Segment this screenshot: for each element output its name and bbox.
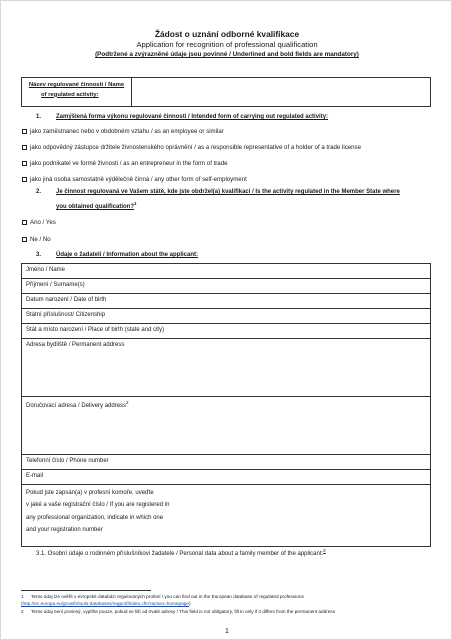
mandatory-note: (Podtržené a zvýrazněné údaje jsou povinné / Underlined and bold fields are mandatory) xyxy=(95,51,359,58)
footnote-1-link[interactable]: (http://ec.europa.eu/growth/tools-databases/regprof/index.cfm?action=homepage xyxy=(21,600,189,606)
form-title: Žádost o uznání odborné kvalifikace xyxy=(154,29,300,39)
first-name-field[interactable] xyxy=(22,264,430,279)
professional-registration-line4: and your registration number xyxy=(26,526,103,533)
option-no[interactable] xyxy=(22,236,51,243)
checkbox-yes[interactable] xyxy=(22,220,27,225)
question-1-text: Zamýšlená forma výkonu regulované činnosti / Intended form of carrying out regulated activity: xyxy=(56,114,329,120)
email-label: E-mail xyxy=(26,473,44,479)
question-2-footnote-ref: 1 xyxy=(134,201,137,206)
form-subtitle: Application for recognition of professional qualification xyxy=(136,40,318,49)
phone-label: Telefonní číslo / Phone number xyxy=(26,458,109,464)
date-of-birth-label: Datum narození / Date of birth xyxy=(26,297,107,303)
regulated-activity-label-line1: Název regulované činnosti / Name xyxy=(28,82,125,88)
question-2-text-line2: you obtained qualification? xyxy=(56,204,134,210)
phone-field[interactable] xyxy=(22,455,430,470)
professional-registration-field[interactable] xyxy=(22,485,430,547)
footnote-2 xyxy=(21,609,433,616)
footnote-1-text: Tento údaj lze ověřit v evropské databázi regulovaných profesí / you can find out in the European database of regulated professions xyxy=(31,594,304,599)
citizenship-label: Státní příslušnost/ Citizenship xyxy=(26,312,106,318)
question-2-line2 xyxy=(56,201,137,210)
question-3-1-text: 3.1. Osobní údaje o rodinném příslušníkovi žadatele / Personal data about a family member of the applicant: xyxy=(36,551,324,557)
regulated-activity-label-line2: of regulated activity: xyxy=(41,91,99,98)
question-3-text: Údaje o žadateli / Information about the applicant: xyxy=(56,252,199,258)
option-no-label: Ne / No xyxy=(30,236,51,243)
regulated-activity-table xyxy=(21,77,431,107)
question-3 xyxy=(36,252,198,258)
place-of-birth-label: Stát a místo narození / Place of birth (state and city) xyxy=(26,327,165,333)
checkbox-no[interactable] xyxy=(22,237,27,242)
regulated-activity-field[interactable] xyxy=(132,78,430,106)
question-3-1-footnote-ref: 3 xyxy=(323,548,326,553)
citizenship-field[interactable] xyxy=(22,309,430,324)
footnote-1 xyxy=(21,594,433,608)
option-yes-label: Ano / Yes xyxy=(30,219,56,226)
footnote-1-end: ) xyxy=(188,600,191,606)
surname-field[interactable] xyxy=(22,279,430,294)
option-yes[interactable] xyxy=(22,219,56,226)
checkbox-responsible-representative[interactable] xyxy=(22,145,27,150)
option-employee-label: jako zaměstnanec nebo v obdobném vztahu / as an employee or similar xyxy=(30,128,224,135)
option-self-employment-label: jako jiná osoba samostatně výdělečně činná / any other form of self-employment xyxy=(30,176,247,183)
delivery-address-field[interactable] xyxy=(22,397,430,455)
permanent-address-label: Adresa bydliště / Permanent address xyxy=(26,342,125,348)
question-2-number: 2. xyxy=(36,189,42,195)
question-2 xyxy=(36,189,400,195)
footnote-2-text: Tento údaj není povinný, vyplňte pouze, pokud se liší od trvalé adresy / This field is not obligatory, fill in only if it differs from the permanent address xyxy=(31,609,336,614)
footnote-1-mark: 1 xyxy=(21,594,24,599)
professional-registration-line3: any professional organization, indicate in which one xyxy=(26,514,164,521)
option-self-employment[interactable] xyxy=(22,176,247,183)
question-2-text-line1: Je činnost regulovaná ve Vašem státě, kde jste obdržel(a) kvalifikaci / Is the activity regulated in the Member State where xyxy=(56,189,400,195)
checkbox-employee[interactable] xyxy=(22,129,27,134)
applicant-table xyxy=(21,263,431,547)
surname-label: Příjmení / Surname(s) xyxy=(26,282,85,288)
checkbox-self-employment[interactable] xyxy=(22,177,27,182)
email-field[interactable] xyxy=(22,470,430,485)
footnote-2-mark: 2 xyxy=(21,609,24,614)
first-name-label: Jméno / Name xyxy=(26,267,66,273)
date-of-birth-field[interactable] xyxy=(22,294,430,309)
option-entrepreneur[interactable] xyxy=(22,160,227,167)
professional-registration-line2: v jaké a vaše registrační číslo / If you are registered in xyxy=(26,502,170,509)
regulated-activity-label xyxy=(22,78,132,106)
footnote-divider xyxy=(21,590,151,591)
option-entrepreneur-label: jako podnikatel ve formě živnosti / as an entrepreneur in the form of trade xyxy=(30,160,228,167)
page-number: 1 xyxy=(225,628,229,635)
professional-registration-line1: Pokud jste zapsán(a) v profesní komoře, uveďte xyxy=(26,490,154,496)
question-1 xyxy=(36,114,328,120)
question-3-1 xyxy=(36,548,326,557)
option-employee[interactable] xyxy=(22,128,224,135)
option-responsible-representative-label: jako odpovědný zástupce držitele živnostenského oprávnění / as a responsible representative of a holder of a trade license xyxy=(30,144,361,151)
delivery-address-label: Doručovací adresa / Delivery address xyxy=(26,403,127,409)
option-responsible-representative[interactable] xyxy=(22,144,361,151)
question-3-number: 3. xyxy=(36,252,42,258)
checkbox-entrepreneur[interactable] xyxy=(22,161,27,166)
place-of-birth-field[interactable] xyxy=(22,324,430,339)
question-1-number: 1. xyxy=(36,114,42,120)
permanent-address-field[interactable] xyxy=(22,339,430,397)
delivery-address-footnote-ref: 2 xyxy=(126,400,129,405)
